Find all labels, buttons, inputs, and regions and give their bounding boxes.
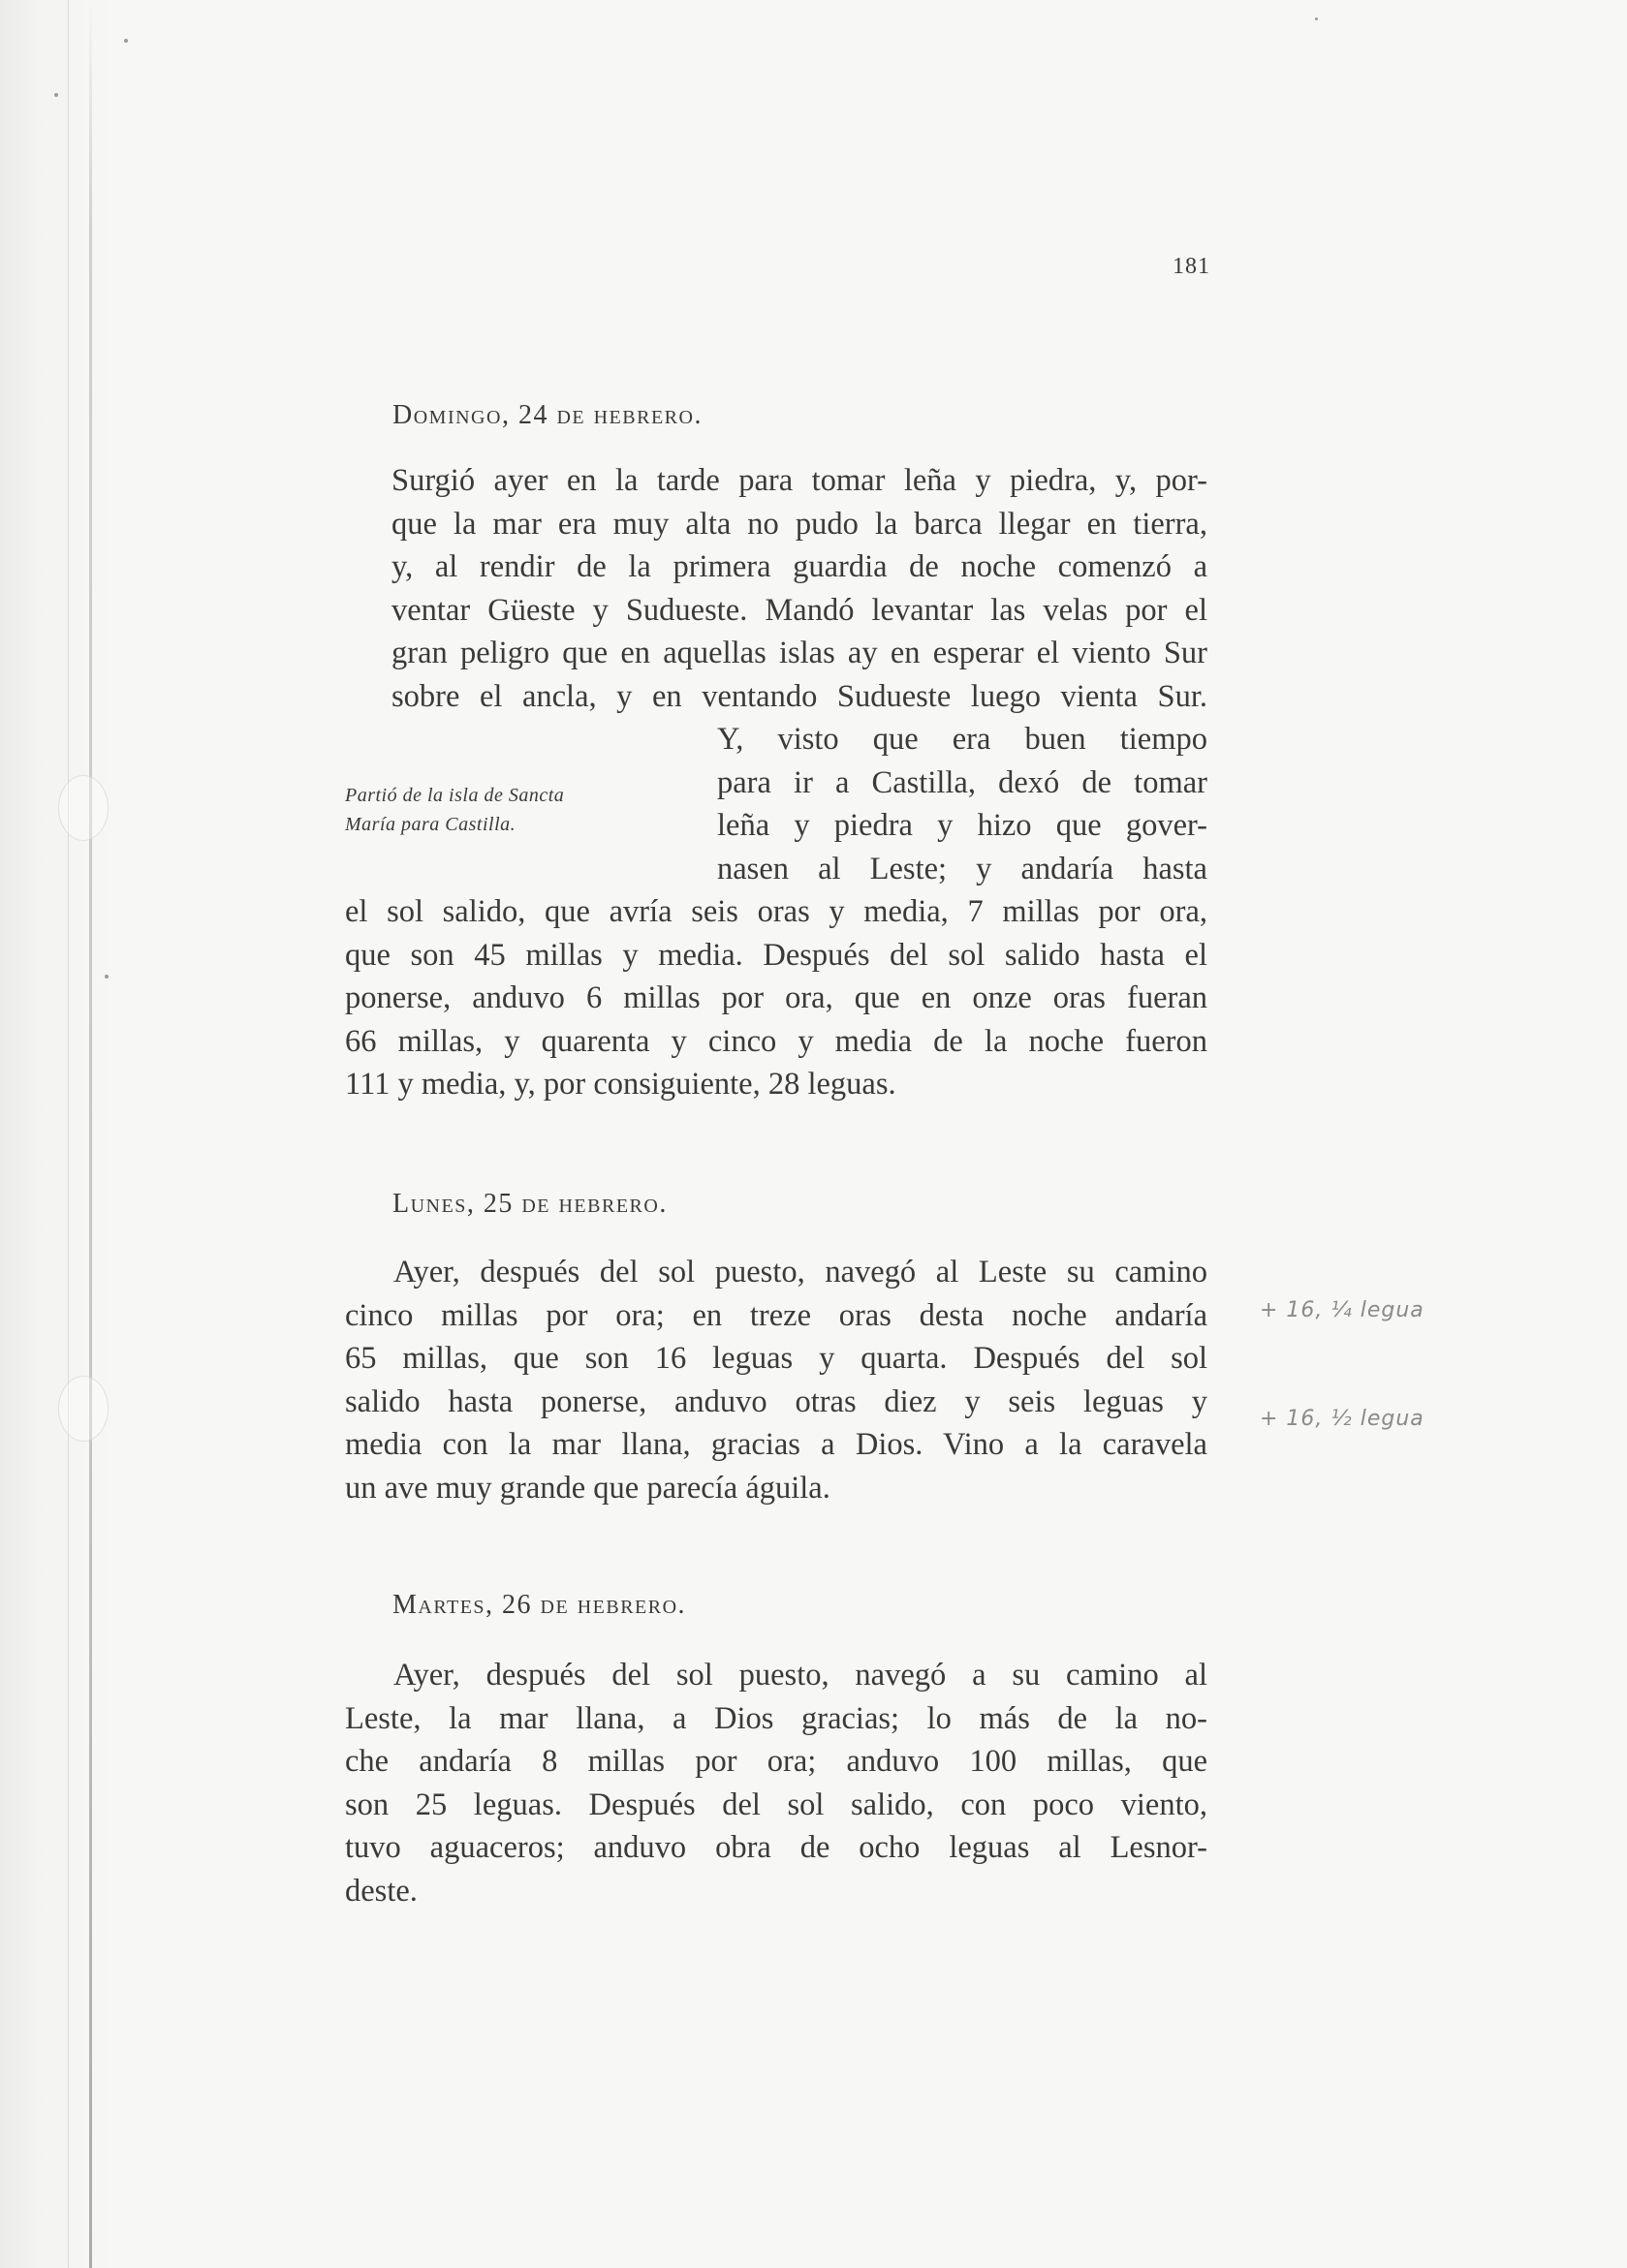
paper-speck	[124, 39, 128, 43]
text-line: Leste, la mar llana, a Dios gracias; lo más de la no-	[345, 1700, 1207, 1736]
text-line: tuvo aguaceros; anduvo obra de ocho leguas al Lesnor-	[345, 1830, 1207, 1865]
text-line: nasen al Leste; y andaría hasta	[717, 851, 1207, 886]
punch-hole	[58, 1376, 109, 1442]
paragraph	[345, 890, 1207, 1106]
text-line: Y, visto que era buen tiempo	[717, 722, 1207, 757]
handwritten-note: + 16, ¼ legua	[1260, 1298, 1424, 1322]
text-line: gran peligro que en aquellas islas ay en esperar el viento Sur	[391, 636, 1207, 670]
margin-note	[345, 781, 564, 839]
text-line: sobre el ancla, y en ventando Sudueste luego vienta Sur.	[391, 678, 1207, 714]
text-line: 65 millas, que son 16 leguas y quarta. Después del sol	[345, 1341, 1207, 1376]
text-line: deste.	[345, 1873, 418, 1909]
binding-shadow	[89, 0, 92, 2268]
text-line: un ave muy grande que parecía águila.	[345, 1470, 830, 1506]
text-line: que son 45 millas y media. Después del sol salido hasta el	[345, 937, 1207, 973]
text-line: leña y piedra y hizo que gover-	[717, 808, 1207, 843]
paper-speck	[105, 975, 109, 979]
margin-note-line: Partió de la isla de Sancta	[345, 785, 565, 806]
paper-speck	[1315, 17, 1318, 20]
section-heading: Martes, 26 de hebrero.	[392, 1590, 687, 1620]
margin-note-line: María para Castilla.	[345, 814, 516, 835]
text-line: el sol salido, que avría seis oras y media, 7 millas por ora,	[345, 894, 1207, 929]
handwritten-note: + 16, ½ legua	[1260, 1407, 1424, 1431]
text-line: Ayer, después del sol puesto, navegó al Leste su camino	[393, 1255, 1207, 1289]
text-line: media con la mar llana, gracias a Dios. Vino a la caravela	[345, 1427, 1207, 1462]
text-line: Surgió ayer en la tarde para tomar leña y piedra, y, por-	[391, 463, 1207, 498]
text-line: 66 millas, y quarenta y cinco y media de la noche fueron	[345, 1023, 1207, 1059]
paragraph-narrow	[717, 718, 1207, 890]
paper-speck	[54, 93, 58, 97]
paragraph	[345, 1251, 1207, 1509]
section-heading: Lunes, 25 de hebrero.	[392, 1189, 668, 1219]
page-number: 181	[1173, 254, 1210, 279]
paragraph	[345, 1654, 1207, 1912]
text-line: Ayer, después del sol puesto, navegó a su camino al	[393, 1658, 1207, 1693]
text-line: cinco millas por ora; en treze oras desta noche andaría	[345, 1297, 1207, 1333]
section-heading: Domingo, 24 de hebrero.	[392, 400, 703, 430]
text-line: y, al rendir de la primera guardia de noche comenzó a	[391, 549, 1207, 584]
text-line: ventar Güeste y Sudueste. Mandó levantar las velas por el	[391, 592, 1207, 628]
text-line: salido hasta ponerse, anduvo otras diez y seis leguas y	[345, 1383, 1207, 1419]
text-line: che andaría 8 millas por ora; anduvo 100 millas, que	[345, 1744, 1207, 1779]
binding-edge	[68, 0, 69, 2268]
text-line: ponerse, anduvo 6 millas por ora, que en onze oras fueran	[345, 980, 1207, 1015]
text-line: que la mar era muy alta no pudo la barca llegar en tierra,	[391, 506, 1207, 542]
paragraph	[391, 459, 1207, 718]
punch-hole	[58, 775, 109, 841]
text-line: 111 y media, y, por consiguiente, 28 leguas.	[345, 1067, 896, 1102]
text-line: para ir a Castilla, dexó de tomar	[717, 764, 1207, 800]
text-line: son 25 leguas. Después del sol salido, con poco viento,	[345, 1786, 1207, 1822]
